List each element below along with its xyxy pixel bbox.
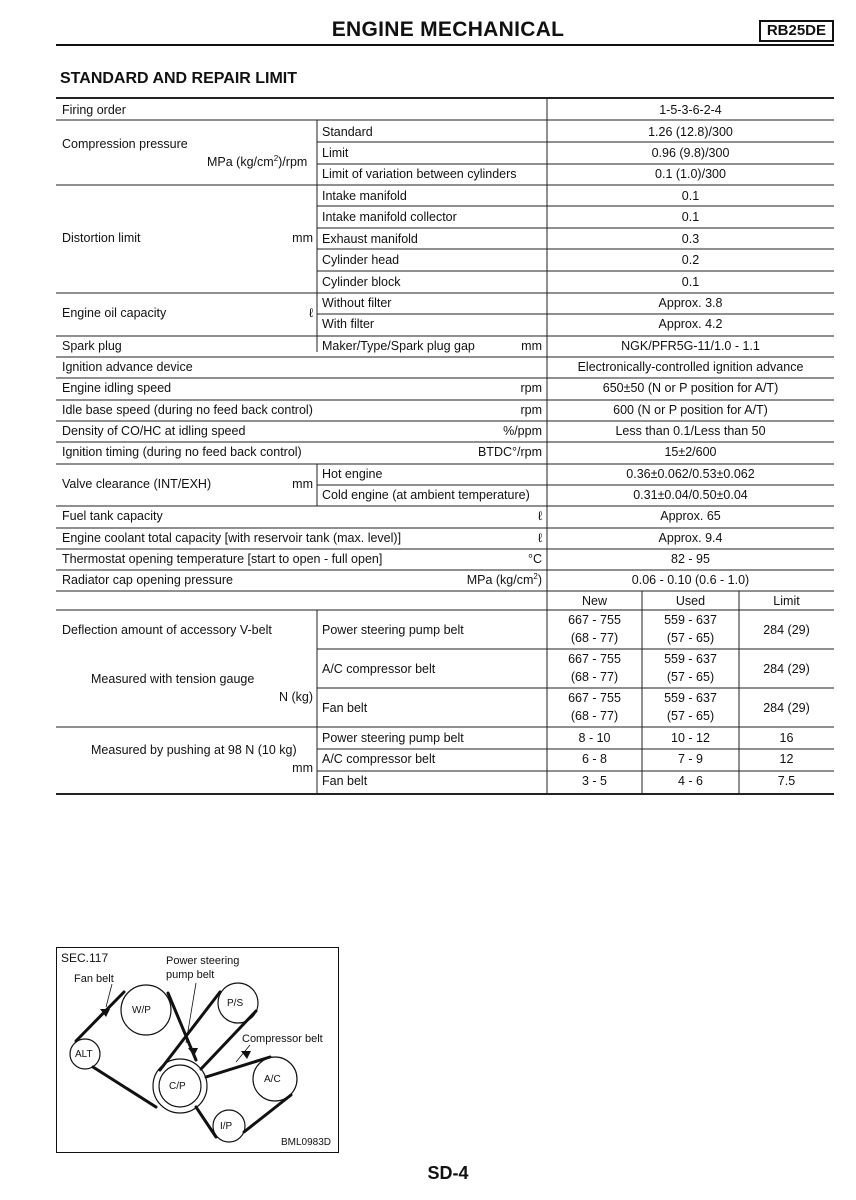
thermostat-unit: °C [527,552,542,566]
compressor-belt-right [244,1095,291,1132]
push-ac-used: 7 - 9 [677,752,703,766]
fan-belt-upper [76,992,124,1041]
distortion-collector-label: Intake manifold collector [322,210,457,224]
diagram-sec-label: SEC.117 [61,951,109,965]
firing-order-label: Firing order [62,103,126,117]
ignition-device-value: Electronically-controlled ignition advance [577,360,804,374]
push-fan-used: 4 - 6 [677,774,703,788]
tension-ps-new-kg: (68 - 77) [570,631,619,645]
wp-label: W/P [132,1005,151,1016]
tension-ps-new-n: 667 - 755 [568,613,621,627]
coolant-unit: ℓ [537,531,542,545]
tension-fan-used-kg: (57 - 65) [666,709,715,723]
diagram-ps-label-1: Power steering [166,955,240,967]
tension-ac-limit: 284 (29) [763,662,810,676]
header-rule [56,44,834,46]
tension-ac-belt-label: A/C compressor belt [322,662,436,676]
oil-with-filter-label: With filter [322,317,375,331]
radiator-cap-label: Radiator cap opening pressure [62,573,233,587]
ignition-timing-value: 15±2/600 [664,445,717,459]
co-hc-value: Less than 0.1/Less than 50 [615,424,766,438]
push-ps-belt-label: Power steering pump belt [322,731,464,745]
distortion-block-value: 0.1 [681,275,700,289]
distortion-block-label: Cylinder block [322,275,401,289]
compression-variation-label: Limit of variation between cylinders [322,167,517,181]
push-ac-belt-label: A/C compressor belt [322,752,436,766]
push-fan-new: 3 - 5 [581,774,607,788]
spec-table [56,97,834,795]
valve-hot-value: 0.36±0.062/0.53±0.062 [626,467,755,481]
push-ps-limit: 16 [779,731,794,745]
distortion-head-label: Cylinder head [322,253,400,267]
fan-belt-lower [93,1067,156,1107]
cp-label: C/P [169,1081,186,1092]
spark-plug-label: Spark plug [62,339,122,353]
compression-standard-value: 1.26 (12.8)/300 [648,125,733,139]
idle-base-unit: rpm [520,403,542,417]
tension-fan-limit: 284 (29) [763,701,810,715]
belt-col-used: Used [675,594,706,608]
tension-ac-new-kg: (68 - 77) [570,670,619,684]
oil-capacity-unit: ℓ [308,306,313,320]
compression-limit-value: 0.96 (9.8)/300 [651,146,730,160]
push-ps-new: 8 - 10 [578,731,611,745]
spark-plug-value: NGK/PFR5G-11/1.0 - 1.1 [621,339,760,353]
oil-capacity-label: Engine oil capacity [62,306,167,320]
distortion-intake-value: 0.1 [681,189,700,203]
compression-variation-value: 0.1 (1.0)/300 [655,167,726,181]
ignition-timing-unit: BTDC°/rpm [477,445,542,459]
fuel-tank-unit: ℓ [537,509,542,523]
radiator-cap-unit: MPa $(kg/cm^2)$ [466,571,542,587]
oil-with-filter-value: Approx. 4.2 [658,317,723,331]
thermostat-value: 82 - 95 [671,552,710,566]
diagram-fan-belt-label: Fan belt [74,973,114,985]
distortion-collector-value: 0.1 [681,210,700,224]
valve-cold-value: 0.31±0.04/0.50±0.04 [633,488,748,502]
fuel-tank-label: Fuel tank capacity [62,509,163,523]
valve-cold-label: Cold engine (at ambient temperature) [322,488,530,502]
belt-deflection-label: Deflection amount of accessory V-belt [62,623,272,637]
distortion-intake-label: Intake manifold [322,189,407,203]
ignition-device-label: Ignition advance device [62,360,193,374]
distortion-unit: mm [292,231,313,245]
push-fan-limit: 7.5 [777,774,796,788]
spark-plug-sub-label: Maker/Type/Spark plug gap [322,339,475,353]
alt-label: ALT [75,1049,93,1060]
belt-col-new: New [581,594,607,608]
idle-base-value: 600 (N or P position for A/T) [613,403,768,417]
push-ac-new: 6 - 8 [581,752,607,766]
valve-hot-label: Hot engine [322,467,383,481]
page-header-title: ENGINE MECHANICAL [331,18,565,41]
section-title: STANDARD AND REPAIR LIMIT [60,70,298,87]
co-hc-label: Density of CO/HC at idling speed [62,424,246,438]
tension-fan-new-n: 667 - 755 [568,691,621,705]
tension-ps-used-n: 559 - 637 [664,613,717,627]
ip-label: I/P [220,1121,233,1132]
diagram-ps-label-2: pump belt [166,969,215,981]
fuel-tank-value: Approx. 65 [660,509,721,523]
coolant-label: Engine coolant total capacity [with reservoir tank (max. level)] [62,531,402,545]
compression-standard-label: Standard [322,125,373,139]
tension-ac-used-kg: (57 - 65) [666,670,715,684]
belt-tension-unit: N (kg) [278,690,313,704]
compression-unit: MPa $(kg/cm^2)$/rpm [207,153,308,169]
belt-col-limit: Limit [773,594,800,608]
distortion-exhaust-label: Exhaust manifold [322,232,418,246]
push-fan-belt-label: Fan belt [322,774,368,788]
tension-fan-belt-label: Fan belt [322,701,368,715]
compression-limit-label: Limit [322,146,349,160]
tension-ps-belt-label: Power steering pump belt [322,623,464,637]
ignition-timing-label: Ignition timing (during no feed back control) [62,445,302,459]
engine-code-badge: RB25DE [759,20,834,42]
distortion-label: Distortion limit [62,231,141,245]
page-number: SD-4 [427,1163,469,1183]
belt-push-label: Measured by pushing at 98 N (10 kg) [91,743,297,757]
tension-fan-new-kg: (68 - 77) [570,709,619,723]
belt-push-unit: mm [292,761,313,775]
spark-plug-unit: mm [521,339,542,353]
coolant-value: Approx. 9.4 [658,531,723,545]
valve-clearance-label: Valve clearance (INT/EXH) [62,477,212,491]
push-ps-used: 10 - 12 [671,731,710,745]
tension-ps-used-kg: (57 - 65) [666,631,715,645]
push-ac-limit: 12 [779,752,794,766]
distortion-exhaust-value: 0.3 [681,232,700,246]
compression-label: Compression pressure [62,137,188,151]
oil-without-filter-value: Approx. 3.8 [658,296,723,310]
belt-routing-diagram [56,947,339,1153]
thermostat-label: Thermostat opening temperature [start to open - full open] [62,552,383,566]
distortion-head-value: 0.2 [681,253,700,267]
tension-fan-used-n: 559 - 637 [664,691,717,705]
idle-speed-label: Engine idling speed [62,381,172,395]
tension-ac-used-n: 559 - 637 [664,652,717,666]
diagram-compressor-belt-label: Compressor belt [242,1033,323,1045]
idle-speed-value: 650±50 (N or P position for A/T) [602,381,779,395]
firing-order-value: 1-5-3-6-2-4 [659,103,722,117]
diagram-code: BML0983D [281,1137,332,1148]
tension-ps-limit: 284 (29) [763,623,810,637]
valve-clearance-unit: mm [292,477,313,491]
radiator-cap-value: 0.06 - 0.10 (0.6 - 1.0) [631,573,750,587]
oil-without-filter-label: Without filter [322,296,392,310]
ac-label: A/C [264,1074,281,1085]
idle-base-label: Idle base speed (during no feed back control) [62,403,313,417]
ps-label: P/S [227,998,244,1009]
belt-tension-label: Measured with tension gauge [91,672,255,686]
idle-speed-unit: rpm [520,381,542,395]
co-hc-unit: %/ppm [503,424,542,438]
tension-ac-new-n: 667 - 755 [568,652,621,666]
